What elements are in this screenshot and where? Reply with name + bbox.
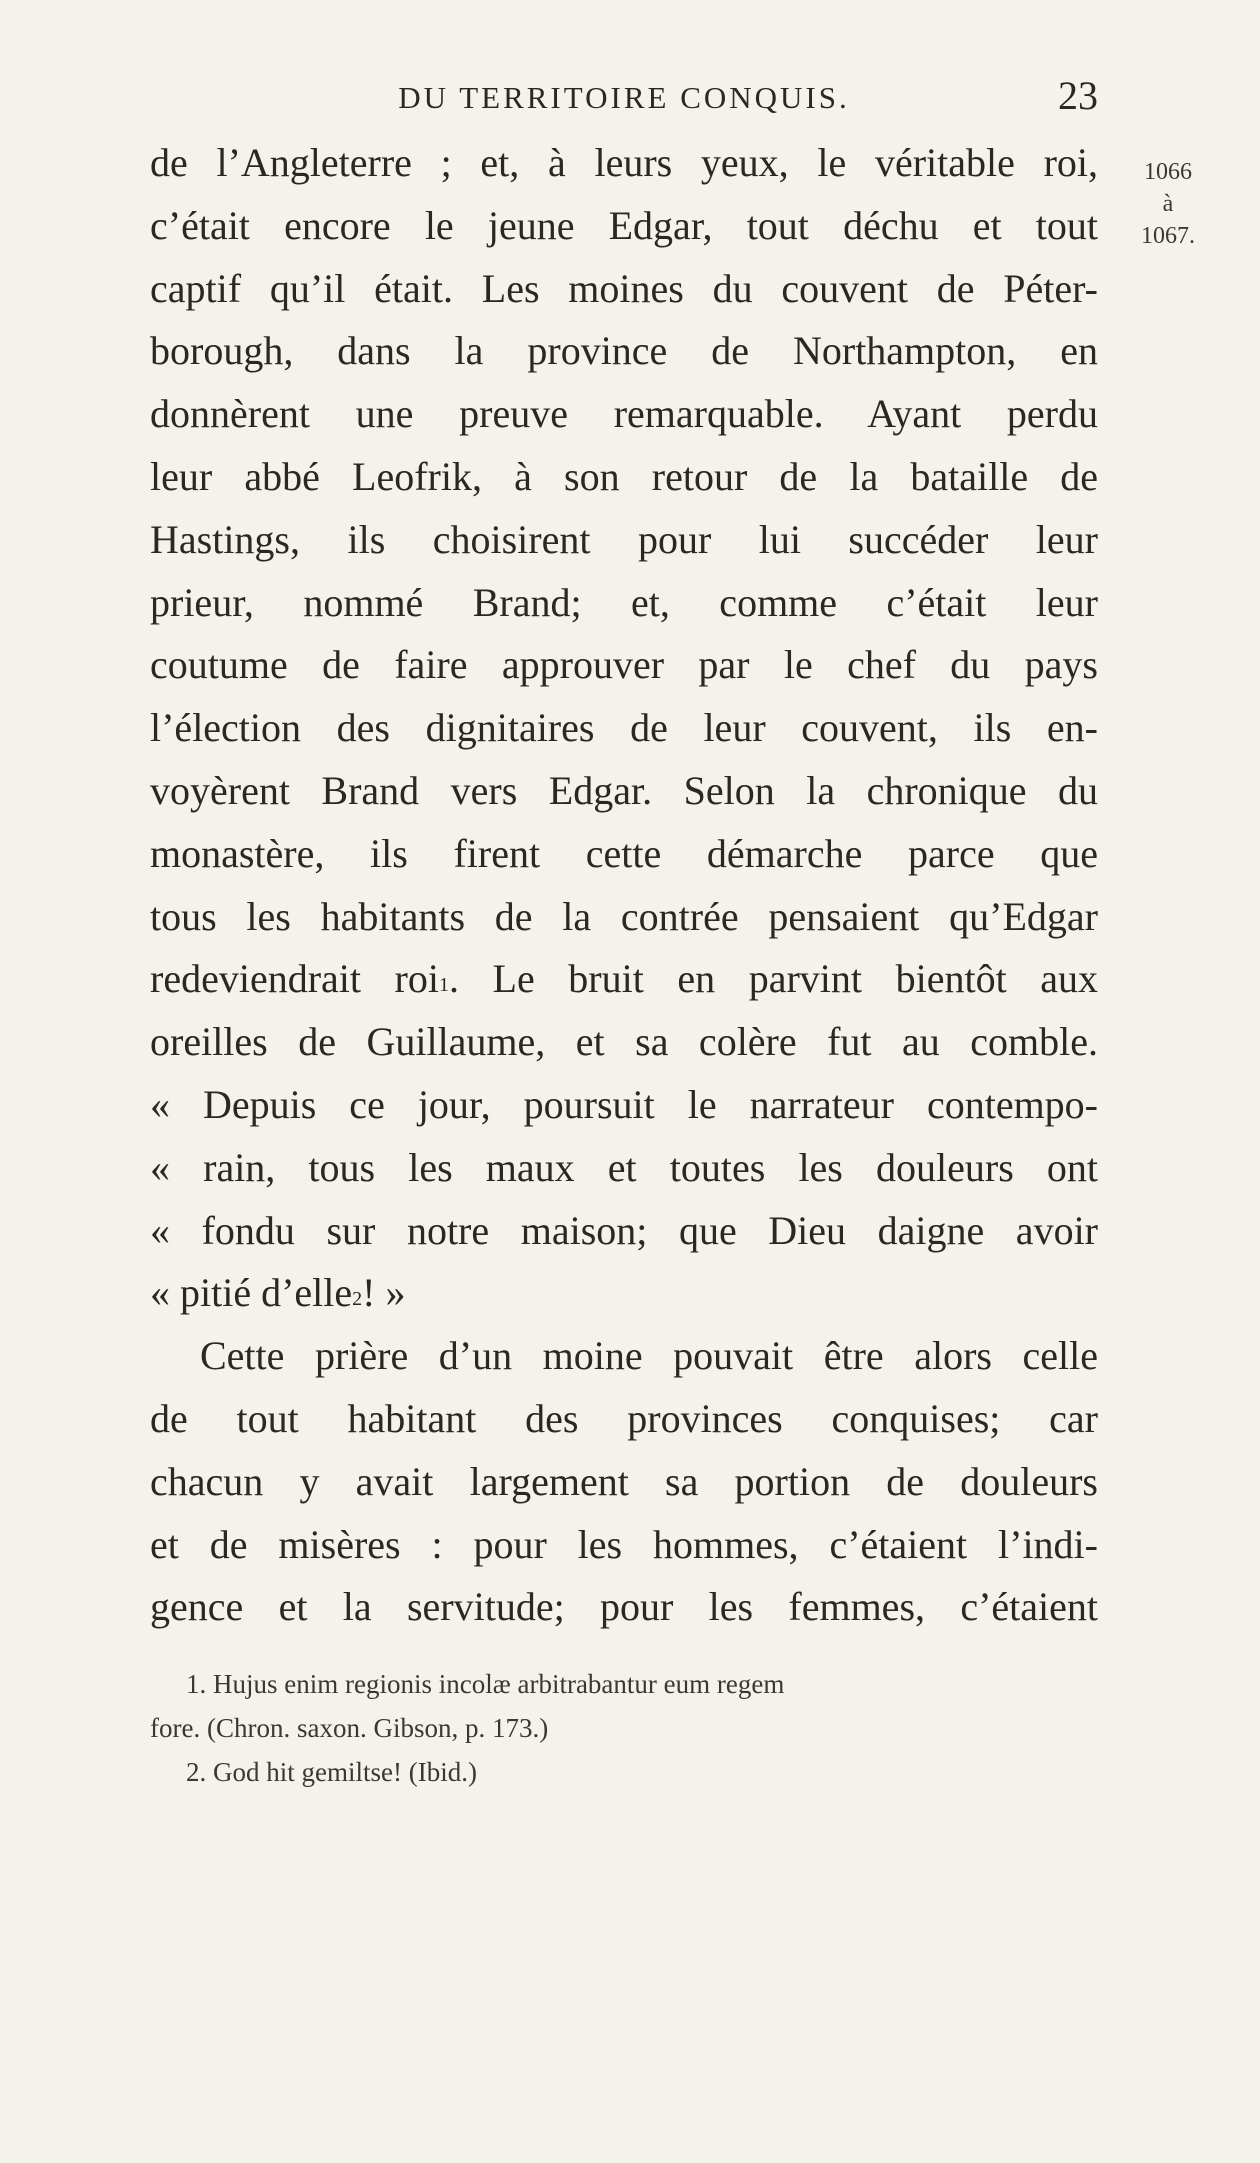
text-line: captif qu’il était. Les moines du couvent de Péter- [150,265,1098,311]
text-line: borough, dans la province de Northampton, en [150,328,1098,374]
margin-date-end: 1067. [1141,223,1195,249]
text-line: « rain, tous les maux et toutes les douleurs ont [150,1144,1098,1190]
text-fragment: . Le bruit en parvint bientôt aux [449,956,1098,1002]
page-number: 23 [1058,73,1098,118]
text-line: l’élection des dignitaires de leur couvent, ils en- [150,705,1098,751]
footnote-ref-2[interactable]: 2 [352,1288,363,1311]
text-line: gence et la servitude; pour les femmes, c’étaient [150,1584,1098,1630]
text-fragment: « pitié d’elle [150,1270,353,1316]
text-line: donnèrent une preuve remarquable. Ayant perdu [150,391,1098,437]
text-line: « fondu sur notre maison; que Dieu daigne avoir [150,1207,1098,1253]
margin-date-start: 1066 [1144,159,1192,185]
text-fragment: redeviendrait roi [150,956,439,1002]
text-line-with-footnote [150,1262,1098,1325]
text-line: Hastings, ils choisirent pour lui succéder leur [150,516,1098,562]
footnote-1-line-1: 1. Hujus enim regionis incolæ arbitrabantur eum regem [186,1669,785,1699]
footnote-2: 2. God hit gemiltse! (Ibid.) [186,1757,477,1787]
margin-date-note [1128,156,1208,252]
text-line: de l’Angleterre ; et, à leurs yeux, le véritable roi, [150,140,1098,185]
text-line: chacun y avait largement sa portion de douleurs [150,1458,1098,1504]
text-line: Cette prière d’un moine pouvait être alors celle [200,1333,1098,1379]
page-header [150,72,1098,122]
text-line: coutume de faire approuver par le chef du pays [150,642,1098,688]
footnote-ref-1[interactable]: 1 [439,974,449,997]
text-line: de tout habitant des provinces conquises; car [150,1395,1098,1441]
text-line: « Depuis ce jour, poursuit le narrateur contempo- [150,1081,1098,1127]
text-fragment: ! » [362,1270,406,1316]
text-line-with-footnote [150,948,1098,1011]
running-title: DU TERRITOIRE CONQUIS. [398,80,850,115]
text-line: et de misères : pour les hommes, c’étaient l’indi- [150,1521,1098,1567]
text-line: c’était encore le jeune Edgar, tout déchu et tout [150,202,1098,248]
footnotes [150,1662,1098,1794]
text-line: monastère, ils firent cette démarche parce que [150,830,1098,876]
text-line: voyèrent Brand vers Edgar. Selon la chronique du [150,767,1098,813]
text-line: leur abbé Leofrik, à son retour de la bataille de [150,453,1098,499]
text-line: tous les habitants de la contrée pensaient qu’Edgar [150,893,1098,939]
footnote-1-line-2: fore. (Chron. saxon. Gibson, p. 173.) [150,1713,549,1743]
body-text [150,132,1098,1639]
text-line: prieur, nommé Brand; et, comme c’était leur [150,579,1098,625]
text-line: oreilles de Guillaume, et sa colère fut au comble. [150,1019,1098,1065]
margin-date-separator: à [1162,191,1174,217]
